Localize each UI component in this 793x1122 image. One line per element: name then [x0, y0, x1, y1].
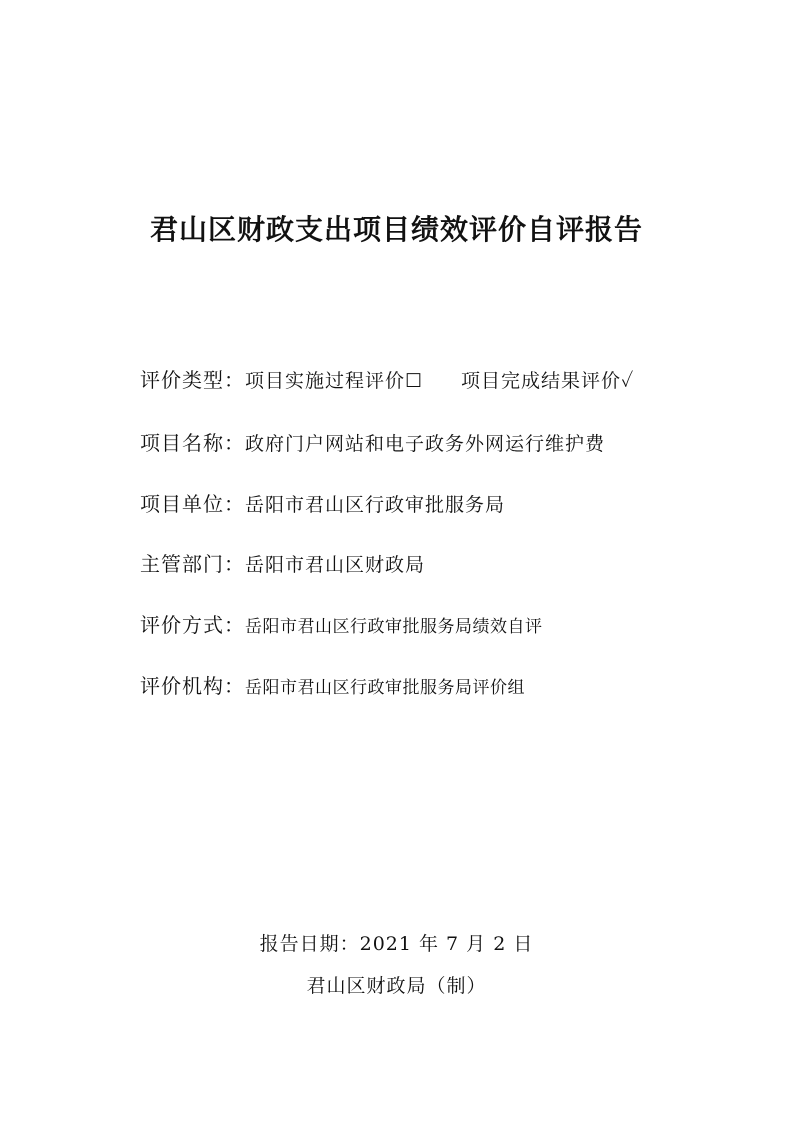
evaluation-method-label: 评价方式：	[140, 613, 245, 637]
report-title: 君山区财政支出项目绩效评价自评报告	[149, 213, 643, 246]
project-unit-value: 岳阳市君山区行政审批服务局	[245, 494, 506, 516]
project-name-field	[140, 431, 740, 457]
supervising-dept-label: 主管部门：	[140, 552, 245, 576]
evaluation-org-value: 岳阳市君山区行政审批服务局评价组	[245, 678, 525, 698]
evaluation-method-field	[140, 613, 740, 639]
report-date: 报告日期：2021 年 7 月 2 日	[259, 933, 534, 955]
supervising-dept-field	[140, 552, 740, 578]
evaluation-type-option-process: 项目实施过程评价☐	[245, 370, 424, 392]
issuer: 君山区财政局（制）	[306, 975, 487, 997]
project-name-label: 项目名称：	[140, 431, 245, 455]
evaluation-type-option-result: 项目完成结果评价✓	[461, 370, 635, 392]
project-unit-label: 项目单位：	[140, 492, 245, 516]
supervising-dept-value: 岳阳市君山区财政局	[245, 554, 426, 576]
project-unit-field	[140, 492, 740, 518]
evaluation-type-field	[140, 368, 740, 394]
evaluation-method-value: 岳阳市君山区行政审批服务局绩效自评	[245, 617, 543, 637]
evaluation-type-label: 评价类型：	[140, 368, 245, 392]
evaluation-org-field	[140, 674, 740, 700]
project-name-value: 政府门户网站和电子政务外网运行维护费	[245, 433, 606, 455]
evaluation-org-label: 评价机构：	[140, 674, 245, 698]
